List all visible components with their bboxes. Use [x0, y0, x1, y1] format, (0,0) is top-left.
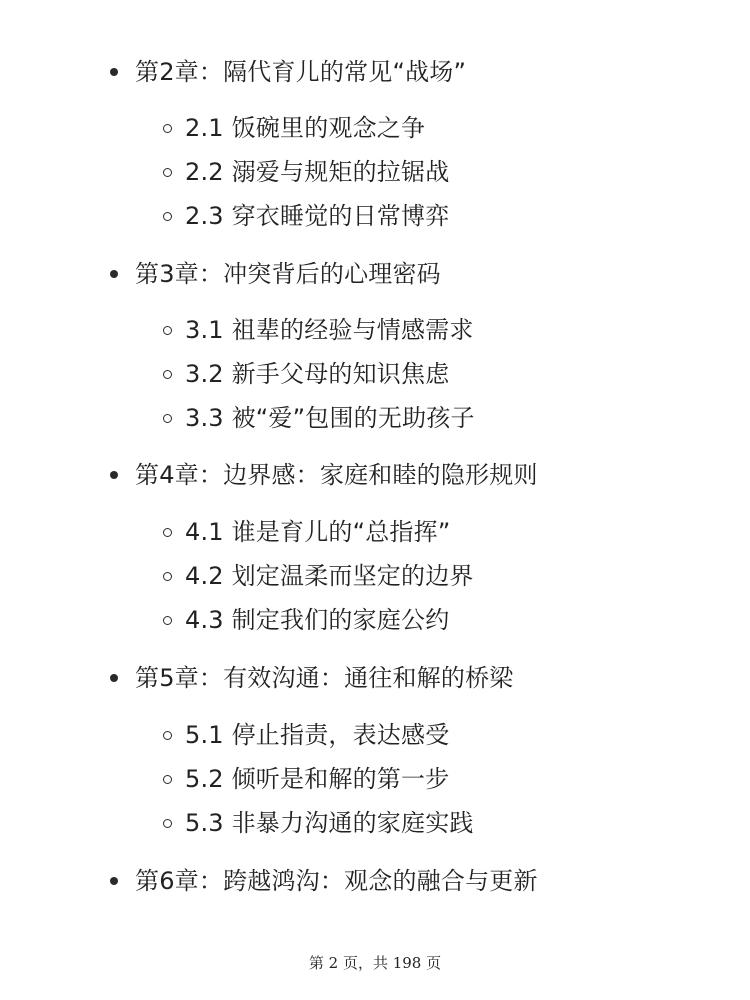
toc-chapter-5: [110, 660, 513, 696]
bullet-circle-icon: [163, 572, 172, 581]
chapter-title: 第4章：边界感：家庭和睦的隐形规则: [135, 461, 538, 489]
bullet-circle-icon: [163, 168, 172, 177]
bullet-dot-icon: [110, 68, 118, 76]
section-title: 5.1 停止指责，表达感受: [185, 721, 450, 749]
section-title: 3.2 新手父母的知识焦虑: [185, 360, 450, 388]
bullet-dot-icon: [110, 674, 118, 682]
bullet-circle-icon: [163, 819, 172, 828]
toc-section-4-2: [163, 559, 474, 593]
chapter-title: 第2章：隔代育儿的常见“战场”: [135, 58, 467, 86]
chapter-title: 第6章：跨越鸿沟：观念的融合与更新: [135, 867, 538, 895]
section-title: 3.1 祖辈的经验与情感需求: [185, 316, 474, 344]
section-title: 5.2 倾听是和解的第一步: [185, 765, 450, 793]
toc-section-4-3: [163, 603, 449, 637]
chapter-title: 第5章：有效沟通：通往和解的桥梁: [135, 664, 514, 692]
bullet-circle-icon: [163, 731, 172, 740]
toc-chapter-3: [110, 256, 441, 292]
section-title: 4.3 制定我们的家庭公约: [185, 606, 450, 634]
section-title: 3.3 被“爱”包围的无助孩子: [185, 404, 475, 432]
toc-section-2-2: [163, 155, 449, 189]
section-title: 2.3 穿衣睡觉的日常博弈: [185, 202, 450, 230]
bullet-circle-icon: [163, 370, 172, 379]
toc-section-4-1: [163, 515, 450, 549]
toc-section-5-2: [163, 762, 449, 796]
toc-chapter-6: [110, 863, 538, 899]
toc-section-2-3: [163, 199, 449, 233]
section-title: 4.1 谁是育儿的“总指挥”: [185, 518, 451, 546]
bullet-dot-icon: [110, 471, 118, 479]
bullet-dot-icon: [110, 877, 118, 885]
toc-chapter-2: [110, 54, 466, 90]
section-title: 2.2 溺爱与规矩的拉锯战: [185, 158, 450, 186]
toc-section-3-1: [163, 313, 474, 347]
toc-section-3-3: [163, 401, 475, 435]
bullet-circle-icon: [163, 414, 172, 423]
section-title: 4.2 划定温柔而坚定的边界: [185, 562, 474, 590]
toc-section-3-2: [163, 357, 449, 391]
bullet-circle-icon: [163, 775, 172, 784]
bullet-dot-icon: [110, 270, 118, 278]
bullet-circle-icon: [163, 212, 172, 221]
section-title: 2.1 饭碗里的观念之争: [185, 114, 426, 142]
toc-section-5-1: [163, 718, 449, 752]
toc-section-5-3: [163, 806, 474, 840]
toc-chapter-4: [110, 457, 538, 493]
bullet-circle-icon: [163, 528, 172, 537]
page-number: 第 2 页，共 198 页: [308, 954, 442, 972]
bullet-circle-icon: [163, 616, 172, 625]
bullet-circle-icon: [163, 326, 172, 335]
toc-section-2-1: [163, 111, 425, 145]
chapter-title: 第3章：冲突背后的心理密码: [135, 260, 441, 288]
bullet-circle-icon: [163, 124, 172, 133]
section-title: 5.3 非暴力沟通的家庭实践: [185, 809, 474, 837]
